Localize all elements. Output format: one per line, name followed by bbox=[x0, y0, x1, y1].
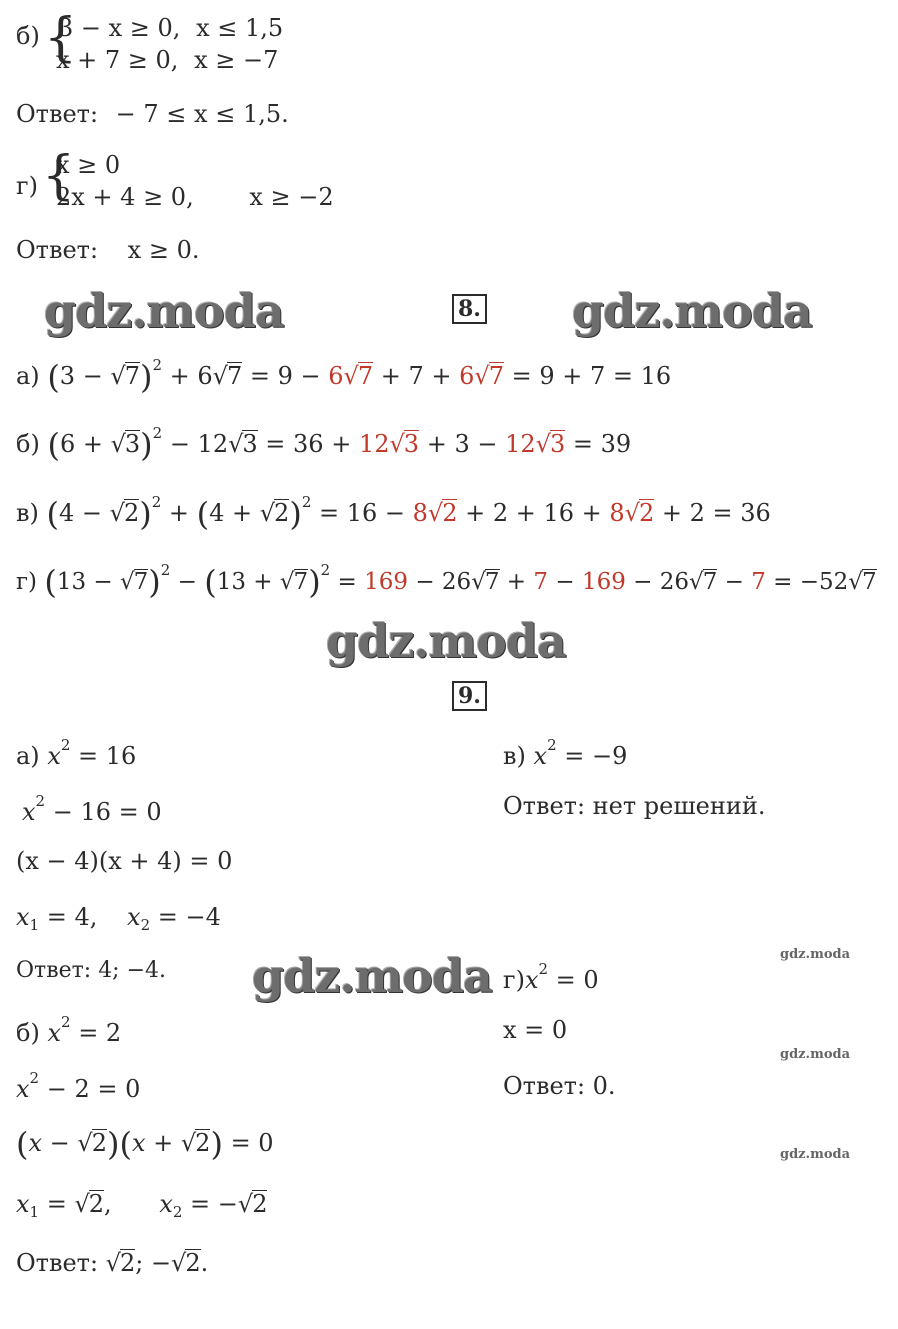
system-g-row2-right: x ≥ −2 bbox=[249, 183, 334, 211]
task9-a-eq1-rhs: = 16 bbox=[78, 742, 137, 770]
task8-v: в) $(4 - √2)^2 + (4 + √2)^2 = 16 - 8√2 + 2 + 16 + 8√2 + 2 = 36$ bbox=[16, 493, 771, 533]
task9-v-eq1: в) $x^2 = -9$ bbox=[503, 736, 628, 770]
task9-a-eq1: а) $x^2 = 16$ bbox=[16, 736, 137, 770]
brace-icon: { bbox=[44, 8, 78, 68]
system-b-row1 bbox=[58, 14, 283, 43]
system-b-row1-left: 3 − x ≥ 0, bbox=[58, 14, 181, 42]
system-g-label: г) bbox=[16, 172, 38, 200]
task9-a-root2: = −4 bbox=[157, 903, 221, 931]
task9-a-eq2: $x^2 - 16 = 0$ bbox=[22, 792, 162, 826]
task9-b-label: б) bbox=[16, 1019, 40, 1047]
task9-b-answer: Ответ: √2; −√2. bbox=[16, 1249, 209, 1277]
answer-label: Ответ: bbox=[16, 100, 99, 128]
task9-b-eq1: б) $x^2 = 2$ bbox=[16, 1013, 122, 1047]
system-b-row2 bbox=[56, 46, 278, 75]
task8-b-label: б) bbox=[16, 430, 40, 458]
task9-g-label: г) bbox=[503, 966, 525, 994]
system-g-row1: x ≥ 0 bbox=[56, 151, 121, 179]
answer-value: − 7 ≤ x ≤ 1,5. bbox=[115, 100, 289, 128]
task9-b-eq2: $x^2 - 2 = 0$ bbox=[16, 1069, 141, 1103]
task9-v-eq1-rhs: = −9 bbox=[564, 742, 628, 770]
system-b-label: б) bbox=[16, 22, 40, 50]
system-b-row1-right: x ≤ 1,5 bbox=[196, 14, 284, 42]
task8-v-label: в) bbox=[16, 499, 39, 527]
task8-a: а) $(3 - √7)^2 + 6√7 = 9 - 6√7 + 7 + 6√7 = 9 + 7 = 16$ bbox=[16, 356, 672, 396]
task9-v-label: в) bbox=[503, 742, 526, 770]
task8-g: г) $(13 - √7)^2 - (13 + √7)^2 = 169 - 26√7 + 7 - 169 - 26√7 - 7 = -52√7$ bbox=[16, 561, 877, 601]
task9-a-root1: = 4, bbox=[46, 903, 98, 931]
watermark-logo: gdz.moda bbox=[44, 284, 284, 338]
watermark-small: gdz.moda bbox=[780, 947, 851, 962]
watermark-small: gdz.moda bbox=[780, 1047, 851, 1062]
task8-a-label: а) bbox=[16, 362, 40, 390]
task9-g-answer: Ответ: 0. bbox=[503, 1072, 616, 1100]
watermark-logo: gdz.moda bbox=[252, 949, 492, 1003]
answer-label: Ответ: bbox=[16, 1249, 99, 1277]
task-number-8: 8. bbox=[452, 294, 487, 324]
answer-label: Ответ: bbox=[16, 236, 99, 264]
task9-a-roots: $x_1 = 4$, $x_2 = -4$ bbox=[16, 903, 221, 934]
watermark-logo: gdz.moda bbox=[326, 614, 566, 668]
task9-a-label: а) bbox=[16, 742, 40, 770]
task8-b: б) $(6 + √3)^2 - 12√3 = 36 + 12√3 + 3 - 12√3 = 39$ bbox=[16, 424, 632, 464]
task9-a-eq2-rhs: − 16 = 0 bbox=[52, 798, 162, 826]
watermark-small: gdz.moda bbox=[780, 1147, 851, 1162]
system-g-row2 bbox=[56, 183, 334, 212]
task9-b-eq1-rhs: = 2 bbox=[78, 1019, 122, 1047]
task-number-9: 9. bbox=[452, 681, 487, 711]
task9-g-eq1-rhs: = 0 bbox=[555, 966, 599, 994]
task9-b-eq3: (x − √2)(x + √2) = 0 bbox=[16, 1125, 274, 1163]
task9-g-eq2: x = 0 bbox=[503, 1016, 568, 1044]
task9-a-answer: Ответ: 4; −4. bbox=[16, 958, 167, 983]
task9-a-eq3: (x − 4)(x + 4) = 0 bbox=[16, 847, 233, 875]
task9-g-eq1: $г)x^2 = 0$ bbox=[503, 960, 599, 994]
task9-v-answer: Ответ: нет решений. bbox=[503, 792, 766, 820]
brace-icon: { bbox=[42, 146, 76, 206]
system-b-answer bbox=[16, 100, 289, 129]
answer-value: x ≥ 0. bbox=[127, 236, 200, 264]
system-b-row2-left: x + 7 ≥ 0, bbox=[56, 46, 179, 74]
watermark-logo: gdz.moda bbox=[572, 284, 812, 338]
task9-b-eq2-rhs: − 2 = 0 bbox=[46, 1075, 141, 1103]
task8-g-label: г) bbox=[16, 569, 38, 595]
system-b-row2-right: x ≥ −7 bbox=[194, 46, 279, 74]
system-g-row2-left: 2x + 4 ≥ 0, bbox=[56, 183, 194, 211]
system-g-answer bbox=[16, 236, 199, 265]
task9-b-roots: $x_1 = √2$, $x_2 = -√2$ bbox=[16, 1190, 268, 1221]
